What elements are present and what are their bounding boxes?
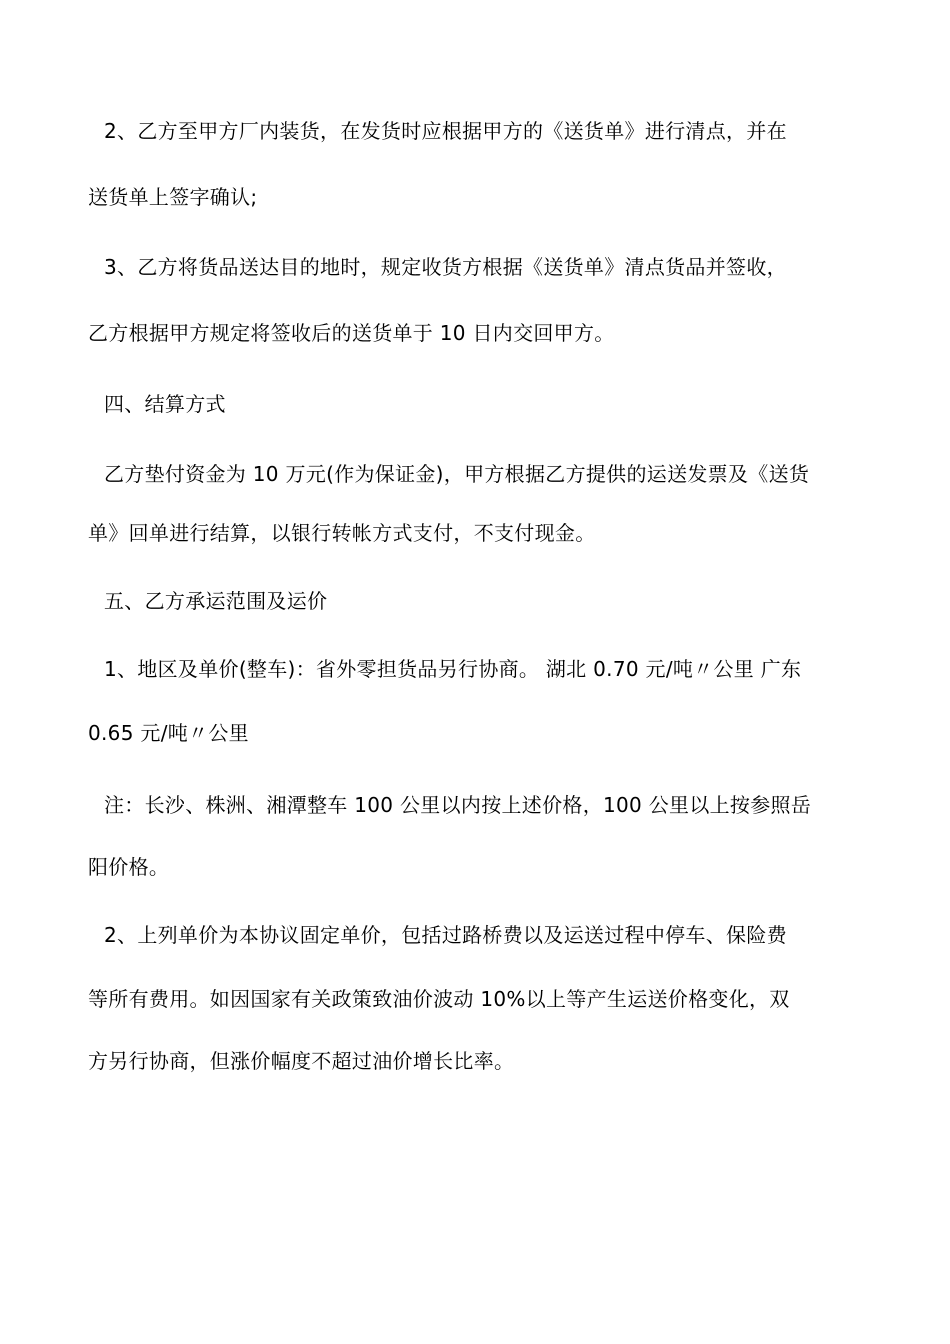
- paragraph-line: 注：长沙、株洲、湘潭整车 100 公里以内按上述价格，100 公里以上按参照岳: [104, 793, 812, 817]
- paragraph-line: 方另行协商，但涨价幅度不超过油价增长比率。: [88, 1049, 515, 1073]
- section-heading: 五、乙方承运范围及运价: [104, 589, 328, 613]
- paragraph-line: 1、地区及单价(整车)：省外零担货品另行协商。 湖北 0.70 元/吨〃公里 广东: [104, 657, 802, 681]
- paragraph-line: 乙方垫付资金为 10 万元(作为保证金)，甲方根据乙方提供的运送发票及《送货: [104, 462, 810, 486]
- paragraph-line: 单》回单进行结算，以银行转帐方式支付，不支付现金。: [88, 521, 596, 545]
- paragraph-line: 送货单上签字确认;: [88, 185, 258, 209]
- paragraph-line: 2、上列单价为本协议固定单价，包括过路桥费以及运送过程中停车、保险费: [104, 923, 787, 947]
- paragraph-line: 0.65 元/吨〃公里: [88, 721, 249, 745]
- paragraph-line: 乙方根据甲方规定将签收后的送货单于 10 日内交回甲方。: [88, 321, 615, 345]
- section-heading: 四、结算方式: [104, 392, 226, 416]
- paragraph-line: 等所有费用。如因国家有关政策致油价波动 10%以上等产生运送价格变化，双: [88, 987, 790, 1011]
- paragraph-line: 3、乙方将货品送达目的地时，规定收货方根据《送货单》清点货品并签收，: [104, 255, 787, 279]
- paragraph-line: 2、乙方至甲方厂内装货，在发货时应根据甲方的《送货单》进行清点，并在: [104, 119, 787, 143]
- paragraph-line: 阳价格。: [88, 855, 170, 879]
